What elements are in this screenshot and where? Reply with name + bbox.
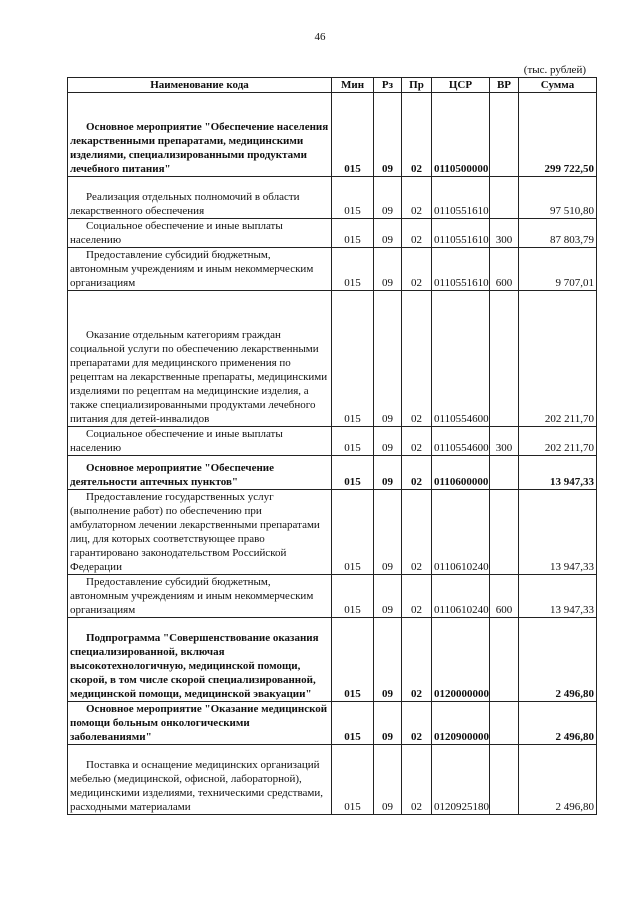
row-name <box>68 177 332 219</box>
row-rz: 09 <box>374 456 402 490</box>
row-min: 015 <box>332 291 374 427</box>
table-row <box>68 618 597 702</box>
row-pr: 02 <box>402 291 432 427</box>
row-pr: 02 <box>402 618 432 702</box>
row-sum: 13 947,33 <box>519 456 597 490</box>
row-vr <box>490 291 519 427</box>
row-min: 015 <box>332 219 374 248</box>
table-row <box>68 427 597 456</box>
row-min: 015 <box>332 456 374 490</box>
row-sum: 202 211,70 <box>519 427 597 456</box>
row-name-text: Основное мероприятие "Обеспечение деятельности аптечных пунктов" <box>70 462 275 488</box>
row-sum: 2 496,80 <box>519 702 597 745</box>
row-sum: 9 707,01 <box>519 248 597 291</box>
header-pr: Пр <box>402 78 432 93</box>
row-name <box>68 745 332 815</box>
header-name: Наименование кода <box>68 78 332 93</box>
row-sum: 299 722,50 <box>519 93 597 177</box>
row-pr: 02 <box>402 248 432 291</box>
row-min: 015 <box>332 702 374 745</box>
row-vr <box>490 745 519 815</box>
row-rz: 09 <box>374 745 402 815</box>
row-sum: 13 947,33 <box>519 490 597 575</box>
row-name <box>68 618 332 702</box>
table-header-row <box>68 78 597 93</box>
row-pr: 02 <box>402 702 432 745</box>
row-name-text: Подпрограмма "Совершенствование оказания специализированной, включая высокотехнологичную, медицинской помощи, скорой, в том числе скорой специализированной, медицинской помощи, медицинской эвакуации" <box>70 632 319 700</box>
row-min: 015 <box>332 575 374 618</box>
header-vr: ВР <box>490 78 519 93</box>
row-rz: 09 <box>374 291 402 427</box>
row-min: 015 <box>332 93 374 177</box>
row-sum: 2 496,80 <box>519 745 597 815</box>
row-rz: 09 <box>374 177 402 219</box>
row-vr <box>490 702 519 745</box>
table-row <box>68 291 597 427</box>
row-csr: 0110551610 <box>432 248 490 291</box>
unit-note: (тыс. рублей) <box>523 64 586 76</box>
row-sum: 13 947,33 <box>519 575 597 618</box>
row-csr: 0120925180 <box>432 745 490 815</box>
row-name-text: Социальное обеспечение и иные выплаты населению <box>70 220 283 246</box>
row-vr <box>490 177 519 219</box>
row-rz: 09 <box>374 93 402 177</box>
row-pr: 02 <box>402 93 432 177</box>
row-pr: 02 <box>402 745 432 815</box>
row-vr: 300 <box>490 427 519 456</box>
header-sum: Сумма <box>519 78 597 93</box>
row-name <box>68 219 332 248</box>
row-csr: 0110551610 <box>432 177 490 219</box>
row-pr: 02 <box>402 456 432 490</box>
page-number: 46 <box>314 31 326 43</box>
row-vr <box>490 93 519 177</box>
row-name <box>68 248 332 291</box>
row-vr <box>490 490 519 575</box>
row-min: 015 <box>332 248 374 291</box>
row-pr: 02 <box>402 427 432 456</box>
row-sum: 97 510,80 <box>519 177 597 219</box>
row-vr: 300 <box>490 219 519 248</box>
row-pr: 02 <box>402 490 432 575</box>
row-name-text: Оказание отдельным категориям граждан социальной услуги по обеспечению лекарственными препаратами для медицинского применения по рецептам на лекарственные препараты, медицинскими изделиями по рецептам на медицинские изделия, а также специализированными продуктами лечебного питания для детей-инвалидов <box>70 329 328 425</box>
header-min: Мин <box>332 78 374 93</box>
row-name <box>68 490 332 575</box>
table-row <box>68 575 597 618</box>
row-csr: 0110554600 <box>432 291 490 427</box>
row-vr <box>490 456 519 490</box>
row-csr: 0120900000 <box>432 702 490 745</box>
row-sum: 2 496,80 <box>519 618 597 702</box>
table-row <box>68 177 597 219</box>
row-rz: 09 <box>374 618 402 702</box>
row-csr: 0110554600 <box>432 427 490 456</box>
table-row <box>68 702 597 745</box>
row-min: 015 <box>332 177 374 219</box>
row-name <box>68 575 332 618</box>
table-row <box>68 490 597 575</box>
header-rz: Рз <box>374 78 402 93</box>
table-row <box>68 93 597 177</box>
row-rz: 09 <box>374 575 402 618</box>
row-vr: 600 <box>490 575 519 618</box>
row-min: 015 <box>332 618 374 702</box>
table-row <box>68 456 597 490</box>
table-row <box>68 745 597 815</box>
row-name <box>68 427 332 456</box>
row-name-text: Предоставление государственных услуг (выполнение работ) по обеспечению при амбулаторном лечении лекарственными препаратами лиц, для которых соответствующее право гарантировано законодательством Российской Федерации <box>70 491 320 573</box>
row-min: 015 <box>332 745 374 815</box>
row-name-text: Основное мероприятие "Обеспечение населения лекарственными препаратами, медицинскими изделиями, специализированными продуктами лечебного питания" <box>70 121 329 175</box>
table-row <box>68 248 597 291</box>
row-name <box>68 93 332 177</box>
row-rz: 09 <box>374 427 402 456</box>
row-csr: 0110500000 <box>432 93 490 177</box>
row-name-text: Предоставление субсидий бюджетным, автономным учреждениям и иным некоммерческим организациям <box>70 249 314 289</box>
budget-table <box>67 77 597 815</box>
row-name-text: Реализация отдельных полномочий в области лекарственного обеспечения <box>70 191 300 217</box>
row-rz: 09 <box>374 219 402 248</box>
row-name <box>68 456 332 490</box>
table-row <box>68 219 597 248</box>
row-pr: 02 <box>402 177 432 219</box>
row-rz: 09 <box>374 490 402 575</box>
row-vr: 600 <box>490 248 519 291</box>
row-name-text: Поставка и оснащение медицинских организаций мебелью (медицинской, офисной, лабораторной), медицинскими изделиями, техническими средствами, расходными материалами <box>70 759 323 813</box>
row-min: 015 <box>332 427 374 456</box>
row-csr: 0110600000 <box>432 456 490 490</box>
row-vr <box>490 618 519 702</box>
row-name <box>68 702 332 745</box>
row-name-text: Предоставление субсидий бюджетным, автономным учреждениям и иным некоммерческим организациям <box>70 576 314 616</box>
row-name-text: Социальное обеспечение и иные выплаты населению <box>70 428 283 454</box>
row-sum: 202 211,70 <box>519 291 597 427</box>
row-rz: 09 <box>374 248 402 291</box>
row-csr: 0110610240 <box>432 490 490 575</box>
row-csr: 0110610240 <box>432 575 490 618</box>
row-pr: 02 <box>402 219 432 248</box>
header-csr: ЦСР <box>432 78 490 93</box>
row-name <box>68 291 332 427</box>
row-min: 015 <box>332 490 374 575</box>
row-pr: 02 <box>402 575 432 618</box>
row-csr: 0120000000 <box>432 618 490 702</box>
row-csr: 0110551610 <box>432 219 490 248</box>
row-rz: 09 <box>374 702 402 745</box>
row-name-text: Основное мероприятие "Оказание медицинской помощи больным онкологическими заболеваниями" <box>70 703 328 743</box>
row-sum: 87 803,79 <box>519 219 597 248</box>
